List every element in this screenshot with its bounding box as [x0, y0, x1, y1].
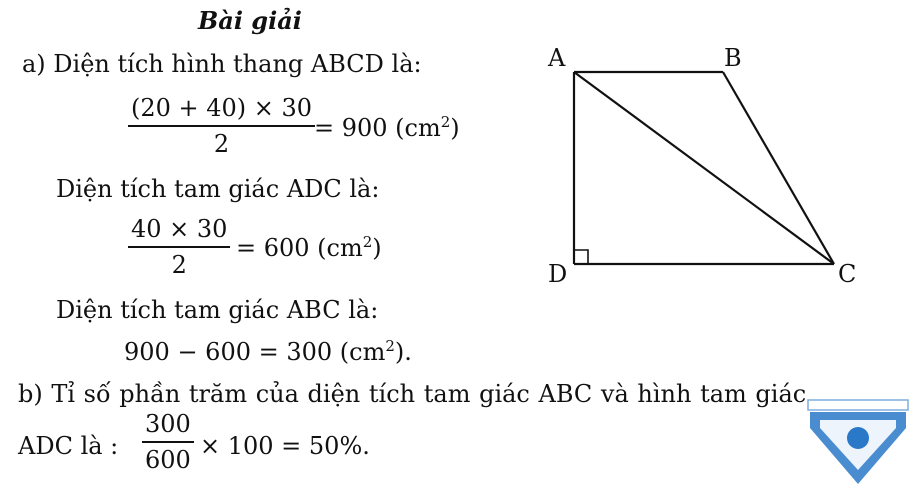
- side-bc: [723, 72, 834, 264]
- closing-paren: ): [372, 234, 382, 262]
- vertex-label-d: D: [548, 260, 568, 288]
- watermark-logo: [806, 398, 910, 486]
- part-a-intro: a) Diện tích hình thang ABCD là:: [22, 50, 422, 78]
- unit-exponent: 2: [440, 113, 451, 131]
- trapezoid-figure: [540, 40, 870, 290]
- closing-paren-dot: ).: [394, 338, 412, 366]
- part-b-lead: ADC là :: [18, 432, 119, 460]
- result-text: = 600 (cm: [236, 234, 363, 262]
- part-b-line1: b) Tỉ số phần trăm của diện tích tam giác ABC và hình tam giác: [18, 380, 807, 408]
- diagonal-ac: [574, 72, 834, 264]
- right-angle-mark: [574, 250, 588, 264]
- vertex-label-b: B: [724, 44, 742, 72]
- abc-intro: Diện tích tam giác ABC là:: [56, 296, 379, 324]
- fraction-denominator: 2: [171, 251, 187, 279]
- adc-area-result: [236, 234, 382, 262]
- part-b-tail: × 100 = 50%.: [200, 432, 370, 460]
- fraction-denominator: 600: [145, 446, 191, 474]
- calc-text: 900 − 600 = 300 (cm: [124, 338, 386, 366]
- vertex-label-c: C: [838, 260, 857, 288]
- closing-paren: ): [450, 114, 460, 142]
- solution-title: Bài giải: [198, 6, 302, 35]
- fraction-adc-area: [128, 215, 230, 279]
- abc-area-calc: [124, 338, 412, 366]
- unit-exponent: 2: [362, 233, 373, 251]
- fraction-numerator: (20 + 40) × 30: [131, 94, 313, 122]
- trapezoid-area-result: [314, 114, 460, 142]
- fraction-ratio: [142, 410, 194, 474]
- fraction-numerator: 40 × 30: [131, 215, 228, 243]
- vertex-label-a: A: [548, 44, 566, 72]
- fraction-numerator: 300: [145, 410, 191, 438]
- unit-exponent: 2: [385, 337, 395, 355]
- fraction-trapezoid-area: [128, 94, 315, 158]
- adc-intro: Diện tích tam giác ADC là:: [56, 175, 380, 203]
- fraction-denominator: 2: [213, 130, 230, 158]
- result-text: = 900 (cm: [314, 114, 441, 142]
